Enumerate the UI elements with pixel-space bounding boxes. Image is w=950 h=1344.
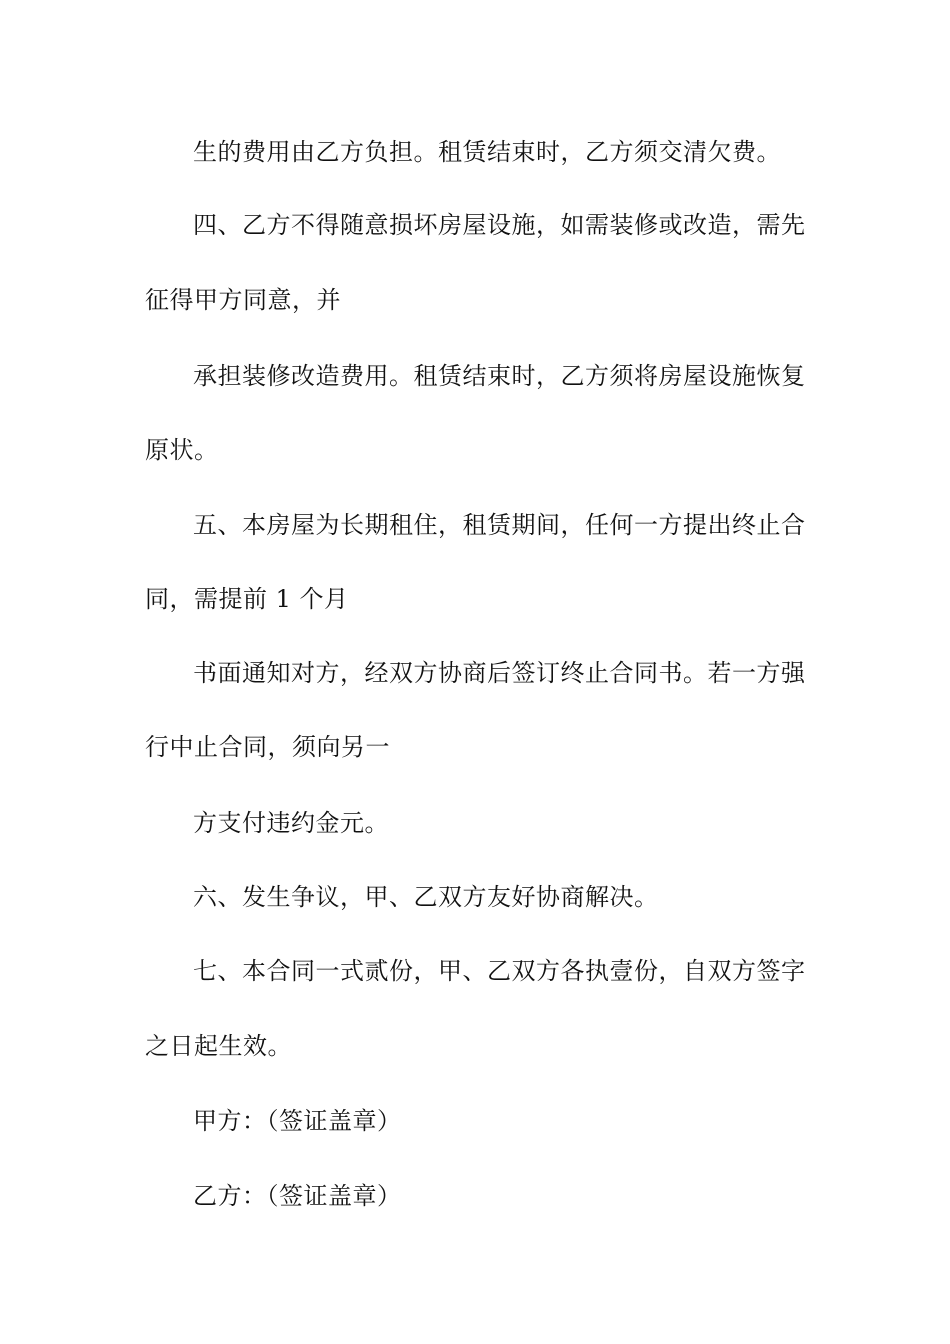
clause-5-line-2: 同，需提前 1 个月 (145, 585, 349, 613)
party-a-signature-line: 甲方：（签证盖章） (193, 1107, 402, 1135)
clause-4-line-2: 征得甲方同意，并 (145, 286, 341, 314)
party-b-signature-line: 乙方：（签证盖章） (193, 1182, 402, 1210)
clause-5-line-1: 五、本房屋为长期租住，租赁期间，任何一方提出终止合 (193, 511, 806, 539)
clause-7-line-1: 七、本合同一式贰份，甲、乙双方各执壹份，自双方签字 (193, 957, 806, 985)
clause-4-line-1: 四、乙方不得随意损坏房屋设施，如需装修或改造，需先 (193, 211, 806, 239)
clause-6-line-1: 六、发生争议，甲、乙双方友好协商解决。 (193, 883, 659, 911)
clause-5-line-5: 方支付违约金元。 (193, 809, 389, 837)
clause-5-line-3: 书面通知对方，经双方协商后签订终止合同书。若一方强 (193, 659, 806, 687)
clause-5-line-4: 行中止合同，须向另一 (145, 733, 390, 761)
clause-7-line-2: 之日起生效。 (145, 1032, 292, 1060)
clause-4-line-3: 承担装修改造费用。租赁结束时，乙方须将房屋设施恢复 (193, 362, 806, 390)
clause-4-line-4: 原状。 (145, 436, 219, 464)
text-line-1: 生的费用由乙方负担。租赁结束时，乙方须交清欠费。 (193, 138, 781, 166)
